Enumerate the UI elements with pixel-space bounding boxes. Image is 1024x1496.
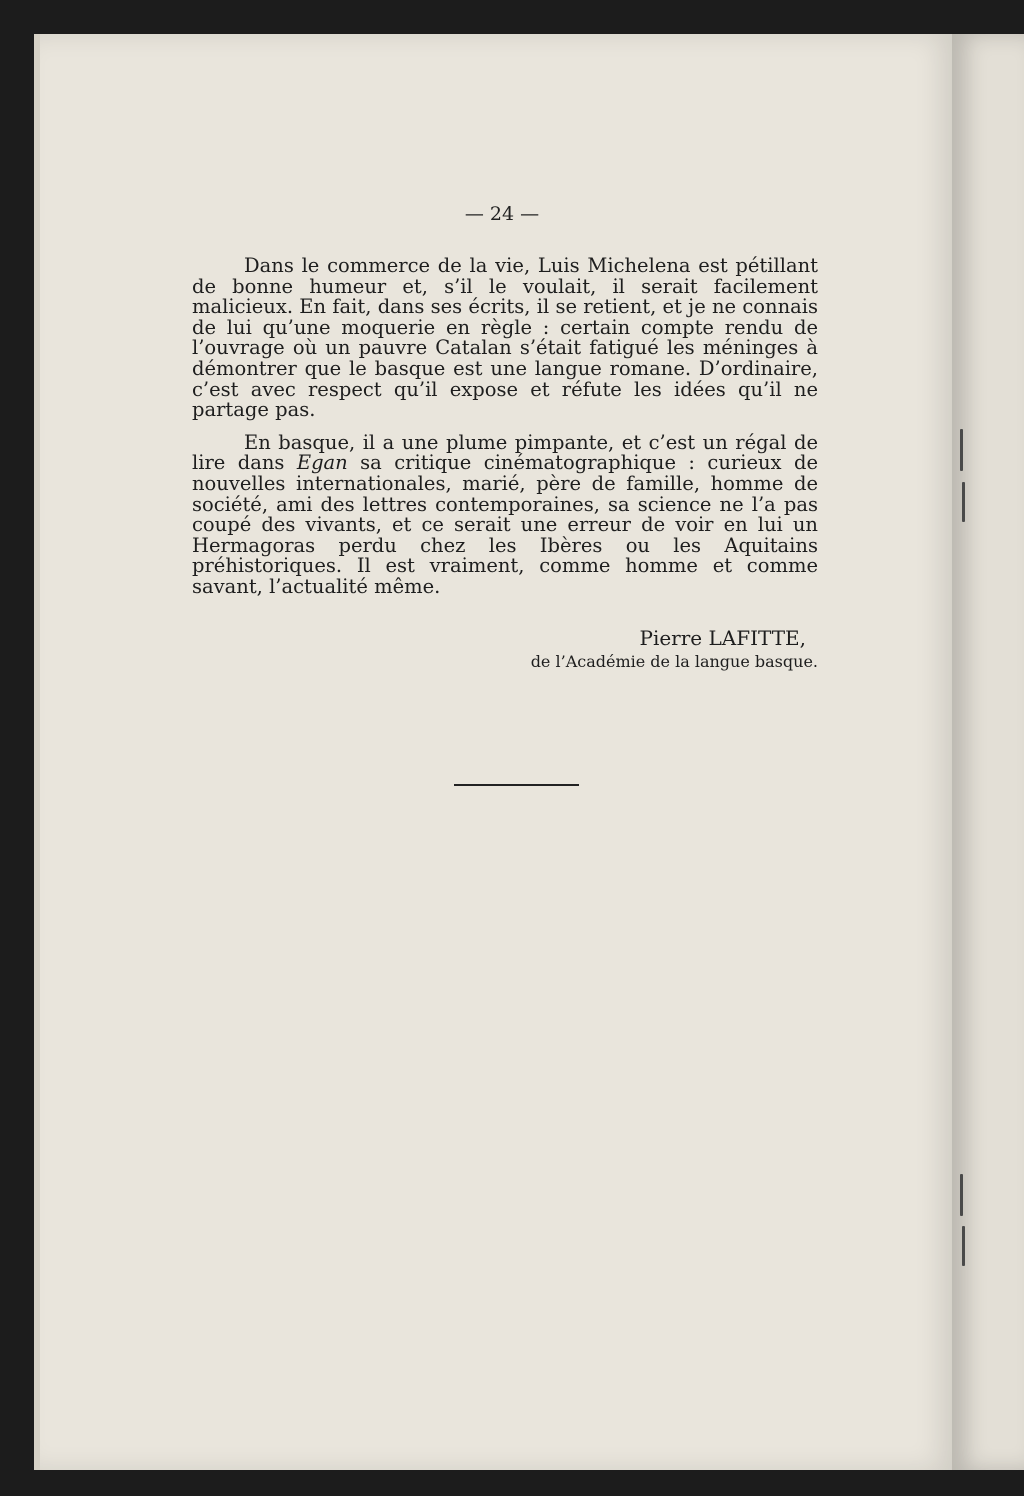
staple-top-upper [960,429,963,471]
paragraph-2-text-end: sa critique cinématographique : curieux de nouvelles internationales, marié, père de famille, homme de société, ami des lettres contemporaines, sa science ne l’a pas coupé des vivants, et ce serait une erreur de voir en lui un Hermagoras perdu chez les Ibères ou les Aquitains préhistoriques. Il est vraiment, comme homme et comme savant, l’actualité même. [192,451,818,598]
author-name: Pierre LAFITTE, [639,626,806,650]
paragraph-2-text-start: En basque, il a une plume pimpante, et c’est un régal de lire dans [192,430,818,475]
signature-block [531,625,818,673]
paragraph-2 [192,430,818,598]
publication-title-egan: Egan [296,451,348,475]
paragraph-1 [192,256,818,421]
author-affiliation: de l’Académie de la langue basque. [530,652,818,671]
page-number: — 24 — [464,203,540,225]
book-page [34,34,958,1470]
section-end-rule [454,784,579,786]
body-text [192,256,818,598]
facing-page-edge [952,34,1024,1470]
staple-top-lower [962,482,965,522]
paragraph-1-text: Dans le commerce de la vie, Luis Michelena est pétillant de bonne humeur et, s’il le voulait, il serait facilement malicieux. En fait, dans ses écrits, il se retient, et je ne connais de lui qu’une moquerie en règle : certain compte rendu de l’ouvrage où un pauvre Catalan s’était fatigué les méninges à démontrer que le basque est une langue romane. D’ordinaire, c’est avec respect qu’il expose et réfute les idées qu’il ne partage pas. [192,254,818,422]
staple-bottom-upper [960,1174,963,1216]
staple-bottom-lower [962,1226,965,1266]
